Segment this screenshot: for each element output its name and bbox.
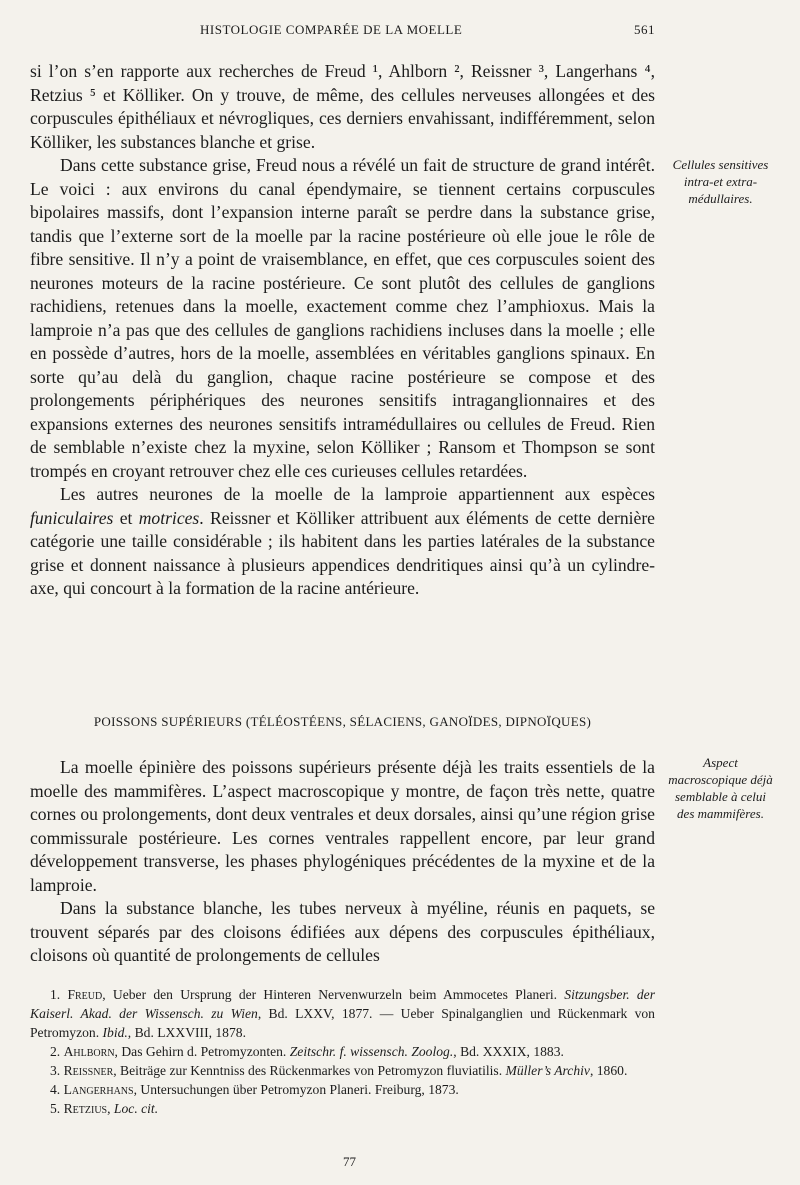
footnote-3: 3. Reissner, Beiträge zur Kenntniss des Rückenmarkes von Petromyzon fluviatilis. Müller’s Archiv, 1860. xyxy=(50,1063,628,1078)
margin-note-aspect: Aspect macroscopique déjà semblable à celui des mammifères. xyxy=(668,755,773,821)
page-number: 561 xyxy=(634,22,655,37)
section-title: POISSONS SUPÉRIEURS (TÉLÉOSTÉENS, SÉLACIENS, GANOÏDES, DIPNOÏQUES) xyxy=(93,714,592,729)
signature-mark: 77 xyxy=(343,1154,356,1169)
main-text-block-2 xyxy=(30,756,655,968)
footnote-1: 1. Freud, Ueber den Ursprung der Hinteren Nervenwurzeln beim Ammocetes Planeri. Sitzungsber. der Kaiserl. Akad. der Wissensch. zu Wien, Bd. LXXV, 1877. — Ueber Spinalganglien und Rückenmark von Petromyzon. Ibid., Bd. LXXVIII, 1878. xyxy=(30,987,655,1040)
paragraph-1: si l’on s’en rapporte aux recherches de Freud ¹, Ahlborn ², Reissner ³, Langerhans ⁴, Retzius ⁵ et Kölliker. On y trouve, de même, des cellules nerveuses allongées et des corpuscules épithéliaux et névrogliques, ces derniers envahissant, indifféremment, selon Kölliker, les substances blanche et grise. xyxy=(30,61,655,152)
margin-note-cellules: Cellules sensitives intra-et extra-médullaires. xyxy=(672,157,769,206)
paragraph-5: Dans la substance blanche, les tubes nerveux à myéline, réunis en paquets, se trouvent séparés par des cloisons édifiées aux dépens des corpuscules épithéliaux, cloisons où quantité de prolongements de cellules xyxy=(30,898,655,965)
running-header xyxy=(30,22,655,42)
paragraph-2: Dans cette substance grise, Freud nous a révélé un fait de structure de grand intérêt. Le voici : aux environs du canal épendymaire, se tiennent certains corpuscules bipolaires massifs, dont l’expansion interne paraît se perdre dans la substance grise, tandis que l’externe sort de la moelle par la racine postérieure où elle joue le rôle de fibre sensitive. Il n’y a point de vraisemblance, en effet, que ces corpuscules soient des neurones moteurs de la racine postérieure. Ce sont plutôt des cellules de ganglions rachidiens, retenues dans la moelle, exactement comme chez l’amphioxus. Mais la lamproie n’a pas que des cellules de ganglions rachidiens incluses dans la moelle ; elle en possède d’autres, hors de la moelle, assemblées en véritables ganglions spinaux. En sorte qu’au delà du ganglion, chaque racine postérieure se compose et des prolongements périphériques des neurones sensitifs intraganglionnaires et des expansions externes des neurones sensitifs intramédullaires ou cellules de Freud. Rien de semblable n’existe chez la myxine, selon Kölliker ; Ransom et Thompson se sont trompés en croyant retrouver chez elle ces curieuses cellules retardées. xyxy=(30,155,655,481)
footnote-4: 4. Langerhans, Untersuchungen über Petromyzon Planeri. Freiburg, 1873. xyxy=(50,1082,459,1097)
footnote-5: 5. Retzius, Loc. cit. xyxy=(50,1101,159,1116)
footnotes xyxy=(30,985,655,1118)
paragraph-4: La moelle épinière des poissons supérieurs présente déjà les traits essentiels de la moelle des mammifères. L’aspect macroscopique y montre, de façon très nette, quatre cornes ou prolongements, dont deux ventrales et deux dorsales, ainsi qu’une région grise commissurale postérieure. Les cornes ventrales rappellent encore, par leur grand développement transverse, les phases phylogéniques précédentes de la myxine et de la lamproie. xyxy=(30,757,655,895)
footnote-2: 2. Ahlborn, Das Gehirn d. Petromyzonten. Zeitschr. f. wissensch. Zoolog., Bd. XXXIX, 1883. xyxy=(50,1044,564,1059)
running-title: HISTOLOGIE COMPARÉE DE LA MOELLE xyxy=(200,22,463,37)
page-footer xyxy=(30,1154,655,1170)
paragraph-3: Les autres neurones de la moelle de la lamproie appartiennent aux espèces funiculaires et motrices. Reissner et Kölliker attribuent aux éléments de cette dernière catégorie une taille considérable ; ils habitent dans les parties latérales de la substance grise et donnent naissance à plusieurs appendices dendritiques ainsi qu’à un cylindre-axe, qui concourt à la formation de la racine antérieure. xyxy=(30,484,655,598)
main-text-block-1 xyxy=(30,60,655,601)
